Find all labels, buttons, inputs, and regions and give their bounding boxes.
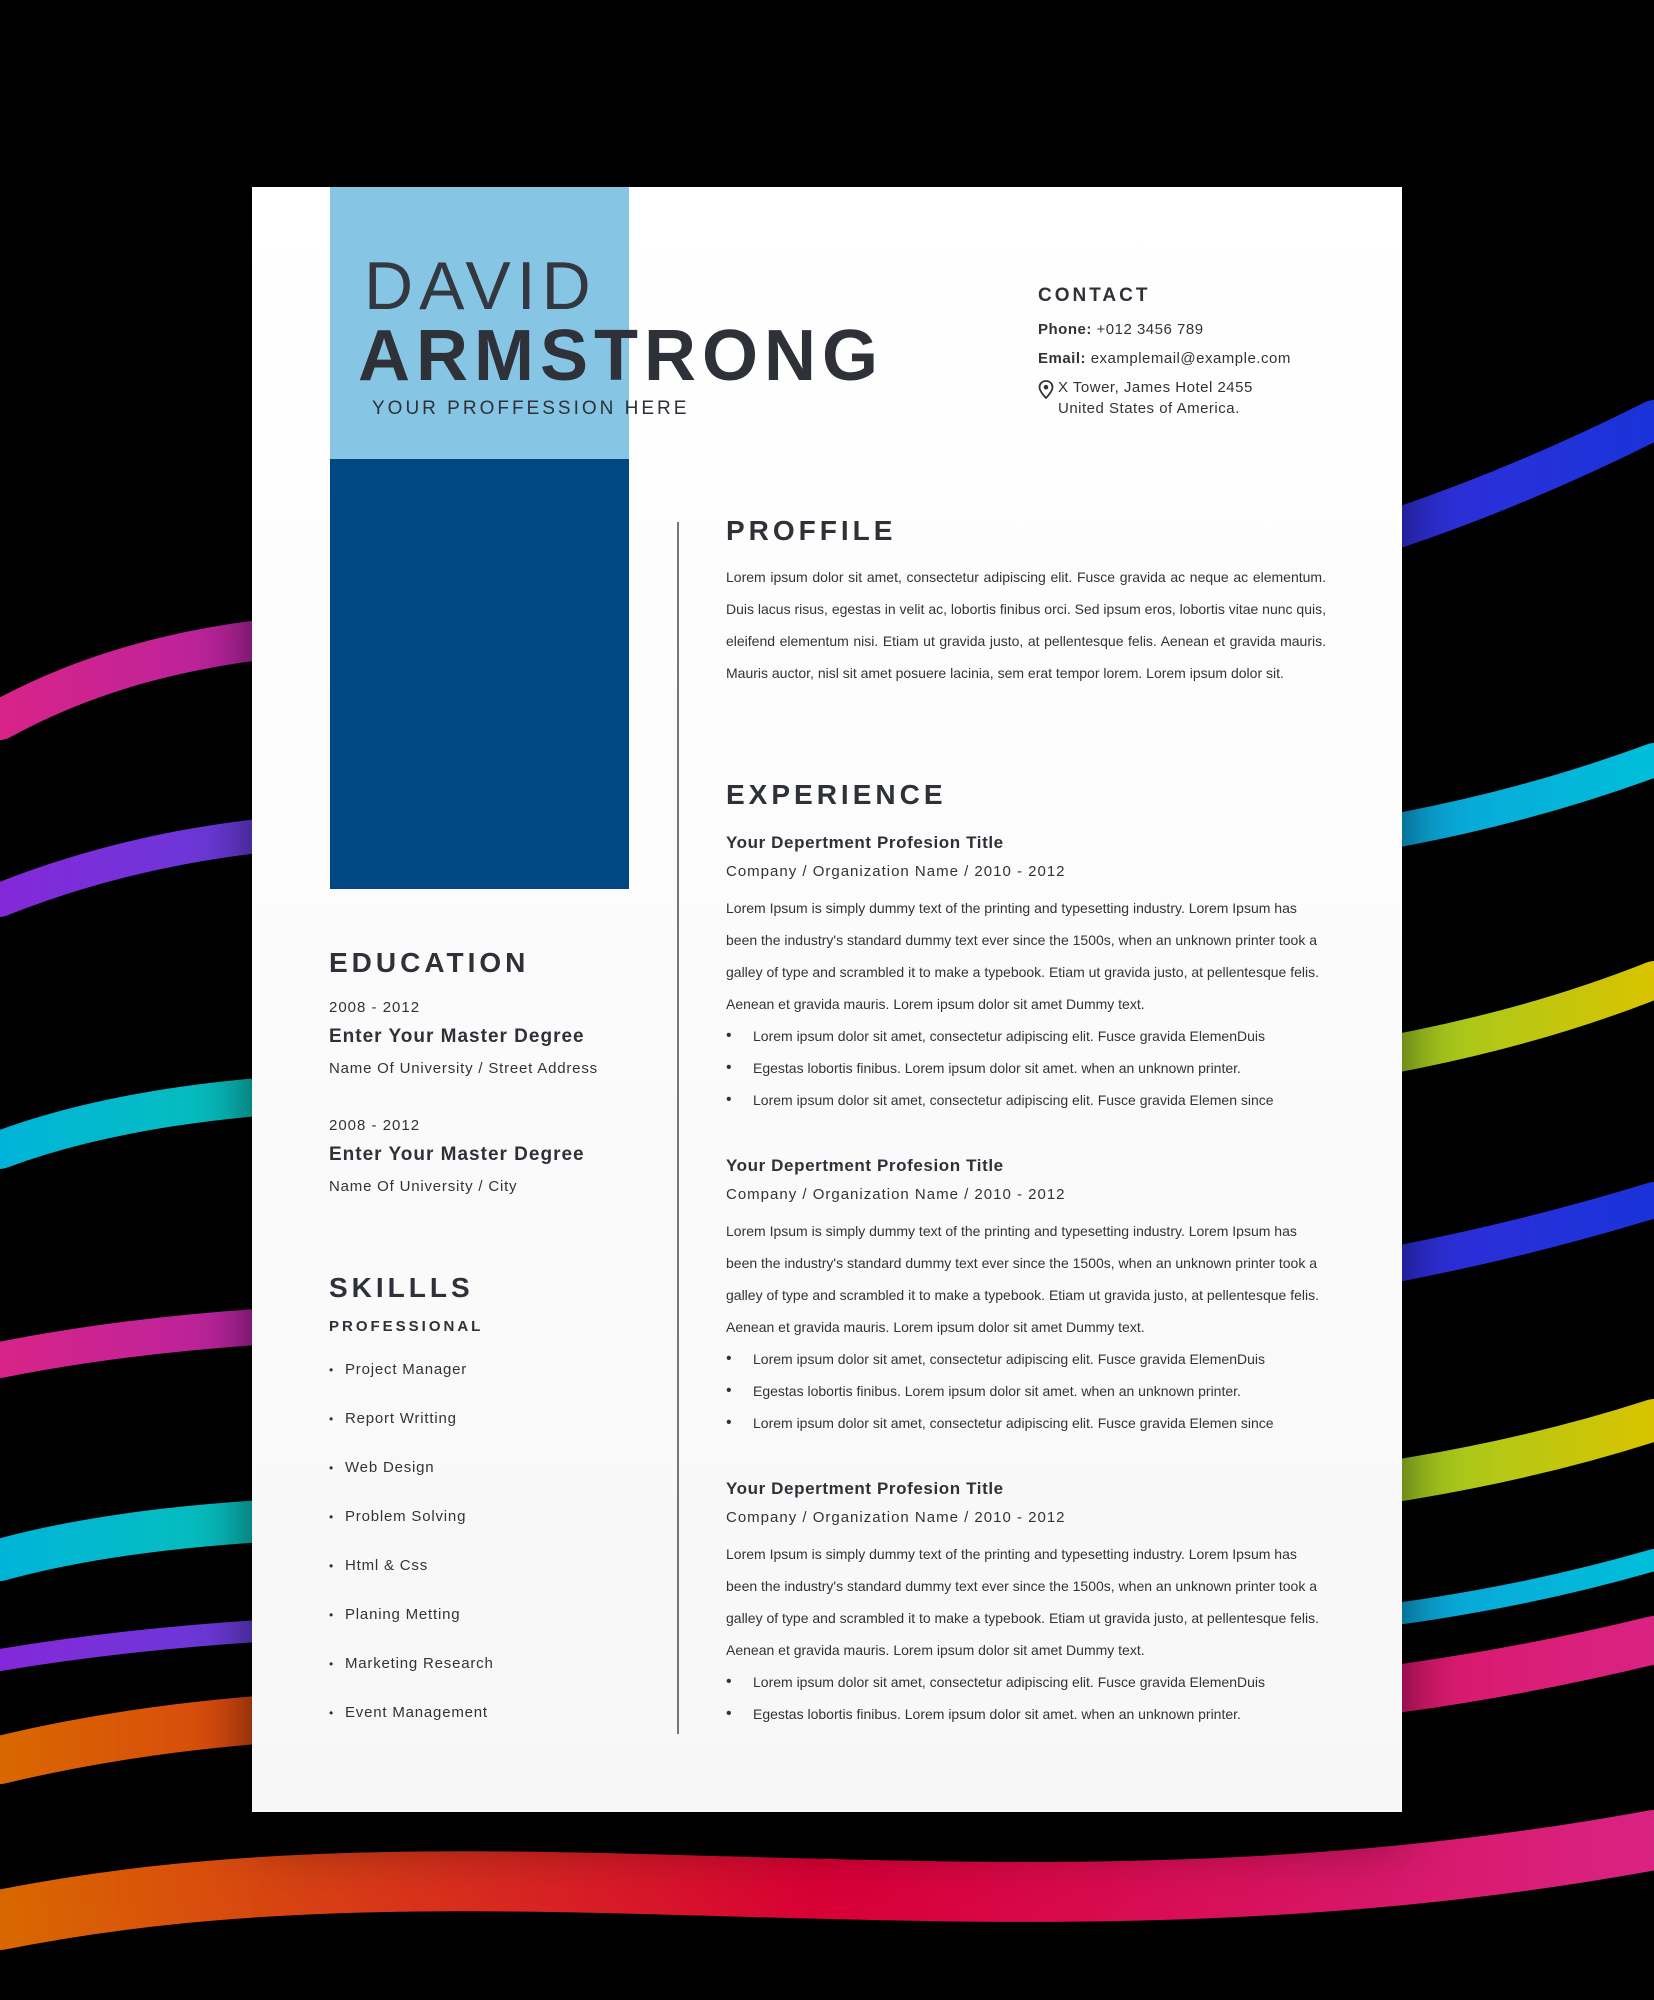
job-bullet: • Lorem ipsum dolor sit amet, consectetur adipiscing elit. Fusce gravida Elemen since (726, 1084, 1326, 1116)
job-title: Your Depertment Profesion Title (726, 833, 1004, 852)
resume-sheet (252, 187, 1402, 1812)
contact-address (1038, 379, 1368, 421)
skill-item: • Event Management (329, 1704, 649, 1753)
education-item (329, 999, 649, 1077)
job-description: Lorem Ipsum is simply dummy text of the printing and typesetting industry. Lorem Ipsum has been the industry's standard dummy text ever since the 1500s, when an unknown printer took a galley of type and scrambled it to make a typebook. Etiam ut gravida justo, at pellentesque felis. Aenean et gravida mauris. Lorem ipsum dolor sit amet Dummy text. (726, 1546, 1319, 1658)
job-bullets (726, 1666, 1326, 1730)
skill-item: • Marketing Research (329, 1655, 649, 1704)
experience-title: EXPERIENCE (726, 779, 947, 810)
skill-item: • Problem Solving (329, 1508, 649, 1557)
job-company: Company / Organization Name / 2010 - 2012 (726, 1186, 1066, 1203)
education-degree: Enter Your Master Degree (329, 1144, 585, 1165)
job-company: Company / Organization Name / 2010 - 2012 (726, 1509, 1066, 1526)
job-entry (726, 1156, 1326, 1439)
skill-item: • Report Writting (329, 1410, 649, 1459)
skill-item: • Planing Metting (329, 1606, 649, 1655)
skills-title: SKILLLS (329, 1272, 474, 1303)
job-bullet: • Egestas lobortis finibus. Lorem ipsum dolor sit amet. when an unknown printer. (726, 1698, 1326, 1730)
profile-text: Lorem ipsum dolor sit amet, consectetur adipiscing elit. Fusce gravida ac neque ac elementum. Duis lacus risus, egestas in velit ac, lobortis finibus orci. Sed ipsum eros, lobortis vitae nunc quis, eleifend elementum nisi. Etiam ut gravida justo, at pellentesque felis. Aenean et gravida mauris. Mauris auctor, nisl sit amet posuere lacinia, sem erat tempor lorem. Lorem ipsum dolor sit. (726, 569, 1326, 681)
job-entry (726, 833, 1326, 1116)
job-description: Lorem Ipsum is simply dummy text of the printing and typesetting industry. Lorem Ipsum has been the industry's standard dummy text ever since the 1500s, when an unknown printer took a galley of type and scrambled it to make a typebook. Etiam ut gravida justo, at pellentesque felis. Aenean et gravida mauris. Lorem ipsum dolor sit amet Dummy text. (726, 900, 1319, 1012)
education-title: EDUCATION (329, 947, 530, 978)
skills-section (329, 1272, 649, 1753)
skill-item: • Web Design (329, 1459, 649, 1508)
profile-title: PROFFILE (726, 515, 897, 546)
last-name: ARMSTRONG (358, 316, 884, 396)
email-label: Email: (1038, 350, 1087, 367)
skill-item: • Project Manager (329, 1361, 649, 1410)
phone-label: Phone: (1038, 321, 1092, 338)
phone-value: +012 3456 789 (1096, 321, 1204, 338)
first-name: DAVID (364, 248, 597, 324)
job-bullet: • Lorem ipsum dolor sit amet, consectetur adipiscing elit. Fusce gravida ElemenDuis (726, 1020, 1326, 1052)
profile-section (726, 515, 1326, 689)
contact-section (1038, 285, 1368, 421)
job-bullets (726, 1343, 1326, 1439)
address-line-1: X Tower, James Hotel 2455 (1058, 379, 1253, 396)
job-bullet: • Lorem ipsum dolor sit amet, consectetur adipiscing elit. Fusce gravida ElemenDuis (726, 1666, 1326, 1698)
job-title: Your Depertment Profesion Title (726, 1156, 1004, 1175)
skills-list (329, 1361, 649, 1753)
job-title: Your Depertment Profesion Title (726, 1479, 1004, 1498)
education-years: 2008 - 2012 (329, 1117, 421, 1134)
skill-item: • Html & Css (329, 1557, 649, 1606)
education-item (329, 1117, 649, 1195)
profession-title: YOUR PROFFESSION HERE (372, 398, 690, 419)
contact-email (1038, 350, 1368, 367)
email-value: examplemail@example.com (1090, 350, 1291, 367)
job-bullet: • Lorem ipsum dolor sit amet, consectetur adipiscing elit. Fusce gravida Elemen since (726, 1407, 1326, 1439)
job-bullet: • Lorem ipsum dolor sit amet, consectetur adipiscing elit. Fusce gravida ElemenDuis (726, 1343, 1326, 1375)
education-school: Name Of University / City (329, 1178, 518, 1195)
sidebar-accent-block (330, 459, 629, 889)
address-line-2: United States of America. (1058, 400, 1240, 417)
contact-phone (1038, 321, 1368, 338)
contact-title: CONTACT (1038, 285, 1151, 306)
job-bullets (726, 1020, 1326, 1116)
job-entry (726, 1479, 1326, 1730)
job-description: Lorem Ipsum is simply dummy text of the printing and typesetting industry. Lorem Ipsum has been the industry's standard dummy text ever since the 1500s, when an unknown printer took a galley of type and scrambled it to make a typebook. Etiam ut gravida justo, at pellentesque felis. Aenean et gravida mauris. Lorem ipsum dolor sit amet Dummy text. (726, 1223, 1319, 1335)
education-school: Name Of University / Street Address (329, 1060, 598, 1077)
experience-section (726, 779, 1326, 1730)
education-section (329, 947, 649, 1195)
column-divider (677, 522, 679, 1734)
job-bullet: • Egestas lobortis finibus. Lorem ipsum dolor sit amet. when an unknown printer. (726, 1052, 1326, 1084)
location-pin-icon (1038, 380, 1054, 399)
job-company: Company / Organization Name / 2010 - 2012 (726, 863, 1066, 880)
education-years: 2008 - 2012 (329, 999, 421, 1016)
job-bullet: • Egestas lobortis finibus. Lorem ipsum dolor sit amet. when an unknown printer. (726, 1375, 1326, 1407)
skills-subtitle: PROFESSIONAL (329, 1318, 484, 1335)
education-degree: Enter Your Master Degree (329, 1026, 585, 1047)
